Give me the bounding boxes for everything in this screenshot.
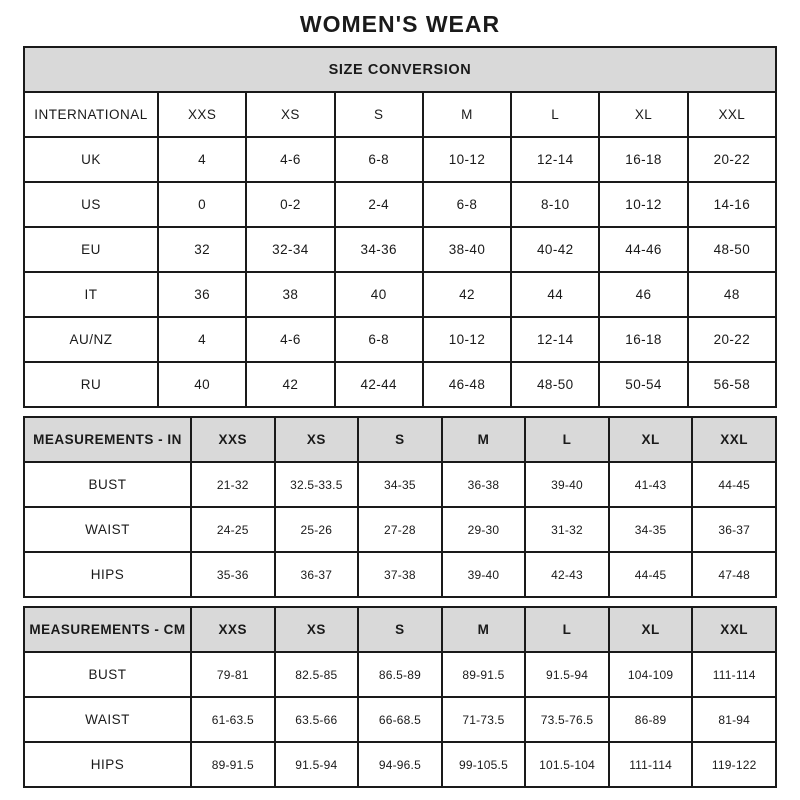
value-cell: 91.5-94 xyxy=(275,742,359,787)
row-label: INTERNATIONAL xyxy=(24,92,158,137)
value-cell: 41-43 xyxy=(609,462,693,507)
value-cell: 40-42 xyxy=(511,227,599,272)
value-cell: 4-6 xyxy=(246,137,334,182)
value-cell: 119-122 xyxy=(692,742,776,787)
value-cell: 89-91.5 xyxy=(442,652,526,697)
size-column-header: L xyxy=(525,607,609,652)
size-conversion-title: SIZE CONVERSION xyxy=(24,47,776,92)
value-cell: 46 xyxy=(599,272,687,317)
value-cell: 20-22 xyxy=(688,317,776,362)
value-cell: 111-114 xyxy=(692,652,776,697)
value-cell: 14-16 xyxy=(688,182,776,227)
value-cell: 8-10 xyxy=(511,182,599,227)
size-column-header: XS xyxy=(275,417,359,462)
value-cell: 48-50 xyxy=(511,362,599,407)
measurements-cm-table xyxy=(23,606,777,788)
value-cell: M xyxy=(423,92,511,137)
value-cell: 40 xyxy=(335,272,423,317)
value-cell: 46-48 xyxy=(423,362,511,407)
value-cell: 25-26 xyxy=(275,507,359,552)
value-cell: 42 xyxy=(423,272,511,317)
value-cell: 29-30 xyxy=(442,507,526,552)
value-cell: 6-8 xyxy=(335,317,423,362)
size-column-header: XXL xyxy=(692,607,776,652)
value-cell: 44-45 xyxy=(609,552,693,597)
value-cell: 31-32 xyxy=(525,507,609,552)
value-cell: 32-34 xyxy=(246,227,334,272)
value-cell: 101.5-104 xyxy=(525,742,609,787)
value-cell: 82.5-85 xyxy=(275,652,359,697)
value-cell: 89-91.5 xyxy=(191,742,275,787)
value-cell: 16-18 xyxy=(599,137,687,182)
measurements-in-header-label: MEASUREMENTS - IN xyxy=(24,417,191,462)
value-cell: 0 xyxy=(158,182,246,227)
value-cell: XL xyxy=(599,92,687,137)
value-cell: 10-12 xyxy=(423,317,511,362)
value-cell: XXS xyxy=(158,92,246,137)
value-cell: 35-36 xyxy=(191,552,275,597)
value-cell: 39-40 xyxy=(525,462,609,507)
size-column-header: S xyxy=(358,607,442,652)
value-cell: XS xyxy=(246,92,334,137)
value-cell: 32 xyxy=(158,227,246,272)
page-title: WOMEN'S WEAR xyxy=(299,11,501,37)
value-cell: S xyxy=(335,92,423,137)
table-row xyxy=(24,362,776,407)
size-column-header: L xyxy=(525,417,609,462)
value-cell: 27-28 xyxy=(358,507,442,552)
row-label: AU/NZ xyxy=(24,317,158,362)
value-cell: 38-40 xyxy=(423,227,511,272)
value-cell: 36-37 xyxy=(275,552,359,597)
value-cell: 47-48 xyxy=(692,552,776,597)
value-cell: 94-96.5 xyxy=(358,742,442,787)
value-cell: 12-14 xyxy=(511,137,599,182)
size-column-header: XXS xyxy=(191,417,275,462)
size-column-header: XXS xyxy=(191,607,275,652)
value-cell: 86.5-89 xyxy=(358,652,442,697)
value-cell: 81-94 xyxy=(692,697,776,742)
value-cell: 42-43 xyxy=(525,552,609,597)
value-cell: 48 xyxy=(688,272,776,317)
value-cell: L xyxy=(511,92,599,137)
size-column-header: XL xyxy=(609,417,693,462)
value-cell: 38 xyxy=(246,272,334,317)
value-cell: 63.5-66 xyxy=(275,697,359,742)
value-cell: 73.5-76.5 xyxy=(525,697,609,742)
row-label: UK xyxy=(24,137,158,182)
row-label: BUST xyxy=(24,462,191,507)
value-cell: XXL xyxy=(688,92,776,137)
value-cell: 4 xyxy=(158,317,246,362)
value-cell: 21-32 xyxy=(191,462,275,507)
value-cell: 12-14 xyxy=(511,317,599,362)
value-cell: 2-4 xyxy=(335,182,423,227)
table-row xyxy=(24,317,776,362)
row-label: HIPS xyxy=(24,742,191,787)
size-column-header: M xyxy=(442,417,526,462)
table-row xyxy=(24,742,776,787)
row-label: BUST xyxy=(24,652,191,697)
row-label: WAIST xyxy=(24,507,191,552)
size-column-header: XL xyxy=(609,607,693,652)
table-row xyxy=(24,507,776,552)
size-column-header: S xyxy=(358,417,442,462)
row-label: WAIST xyxy=(24,697,191,742)
value-cell: 91.5-94 xyxy=(525,652,609,697)
value-cell: 0-2 xyxy=(246,182,334,227)
value-cell: 44 xyxy=(511,272,599,317)
value-cell: 44-46 xyxy=(599,227,687,272)
table-row xyxy=(24,552,776,597)
value-cell: 48-50 xyxy=(688,227,776,272)
table-row xyxy=(24,272,776,317)
table-row xyxy=(24,182,776,227)
value-cell: 37-38 xyxy=(358,552,442,597)
value-cell: 34-36 xyxy=(335,227,423,272)
measurements-in-table xyxy=(23,416,777,598)
value-cell: 20-22 xyxy=(688,137,776,182)
value-cell: 56-58 xyxy=(688,362,776,407)
value-cell: 6-8 xyxy=(335,137,423,182)
row-label: IT xyxy=(24,272,158,317)
row-label: HIPS xyxy=(24,552,191,597)
value-cell: 36 xyxy=(158,272,246,317)
value-cell: 4 xyxy=(158,137,246,182)
value-cell: 50-54 xyxy=(599,362,687,407)
value-cell: 32.5-33.5 xyxy=(275,462,359,507)
value-cell: 36-38 xyxy=(442,462,526,507)
value-cell: 34-35 xyxy=(609,507,693,552)
table-row xyxy=(24,462,776,507)
value-cell: 99-105.5 xyxy=(442,742,526,787)
value-cell: 86-89 xyxy=(609,697,693,742)
value-cell: 44-45 xyxy=(692,462,776,507)
size-column-header: M xyxy=(442,607,526,652)
row-label: RU xyxy=(24,362,158,407)
table-row xyxy=(24,697,776,742)
value-cell: 61-63.5 xyxy=(191,697,275,742)
value-cell: 24-25 xyxy=(191,507,275,552)
table-row xyxy=(24,652,776,697)
row-label: EU xyxy=(24,227,158,272)
measurements-cm-header-label: MEASUREMENTS - CM xyxy=(24,607,191,652)
table-row xyxy=(24,92,776,137)
value-cell: 16-18 xyxy=(599,317,687,362)
tables xyxy=(0,46,800,788)
row-label: US xyxy=(24,182,158,227)
size-column-header: XXL xyxy=(692,417,776,462)
value-cell: 104-109 xyxy=(609,652,693,697)
value-cell: 71-73.5 xyxy=(442,697,526,742)
value-cell: 10-12 xyxy=(599,182,687,227)
value-cell: 39-40 xyxy=(442,552,526,597)
value-cell: 40 xyxy=(158,362,246,407)
value-cell: 36-37 xyxy=(692,507,776,552)
table-row xyxy=(24,137,776,182)
value-cell: 34-35 xyxy=(358,462,442,507)
value-cell: 6-8 xyxy=(423,182,511,227)
table-row xyxy=(24,227,776,272)
value-cell: 42 xyxy=(246,362,334,407)
value-cell: 66-68.5 xyxy=(358,697,442,742)
value-cell: 10-12 xyxy=(423,137,511,182)
value-cell: 42-44 xyxy=(335,362,423,407)
size-conversion-table xyxy=(23,46,777,408)
size-column-header: XS xyxy=(275,607,359,652)
value-cell: 79-81 xyxy=(191,652,275,697)
value-cell: 4-6 xyxy=(246,317,334,362)
value-cell: 111-114 xyxy=(609,742,693,787)
